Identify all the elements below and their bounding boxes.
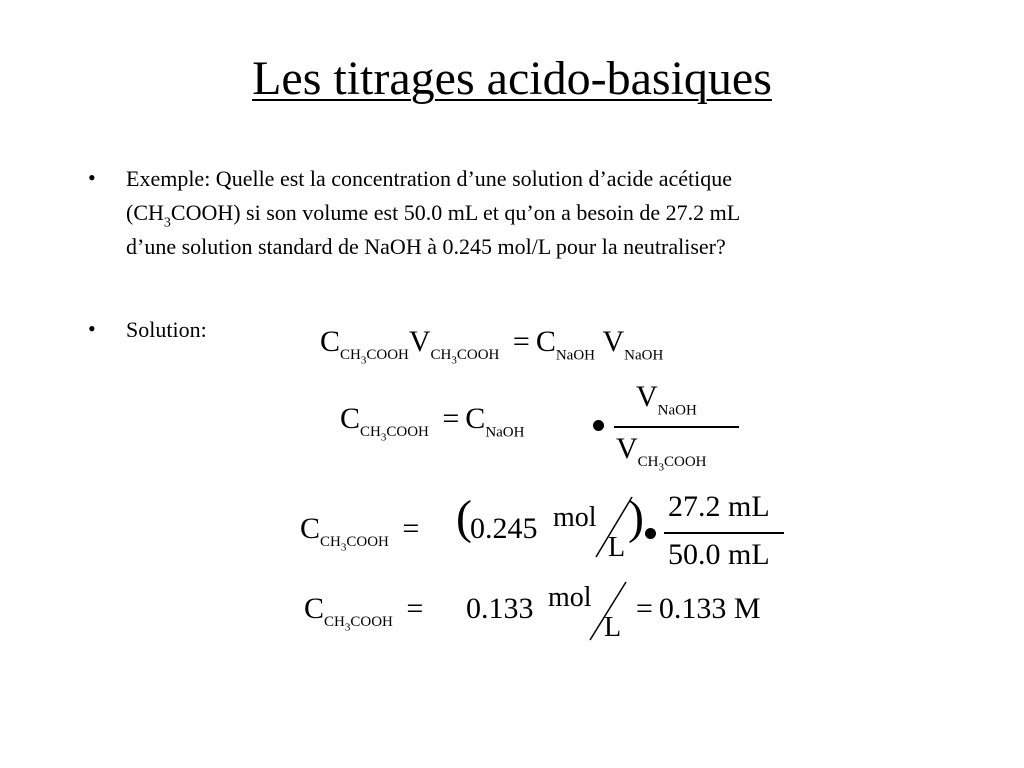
- fraction-bar: [664, 532, 784, 534]
- example-line-2: $(CH_3COOH)$ si son volume est 50.0 mL et qu’on a besoin de 27.2 mL: [126, 200, 741, 231]
- eq3-lhs: $C_{CH_3COOH}$ =: [300, 512, 420, 554]
- solution-label: Solution:: [126, 317, 207, 342]
- eq4-unit-num: mol: [548, 582, 592, 613]
- multiply-dot: [593, 420, 604, 431]
- example-line-3: d’une solution standard de NaOH à 0.245 mol/L pour la neutraliser?: [126, 234, 726, 259]
- open-paren: (: [456, 491, 472, 544]
- multiply-dot: [645, 528, 656, 539]
- eq3-unit-num: mol: [553, 502, 597, 533]
- eq3-denominator: 50.0 mL: [668, 538, 770, 571]
- eq4-value: 0.133: [466, 592, 534, 625]
- slide-title: Les titrages acido-basiques: [252, 52, 772, 105]
- eq2-numerator: $V_{NaOH}$: [636, 380, 697, 419]
- fraction-bar: [614, 426, 739, 428]
- eq3-unit-den: L: [608, 532, 626, 563]
- bullet-marker: •: [88, 165, 96, 190]
- eq3-value: 0.245: [470, 512, 538, 545]
- bullet-marker: •: [88, 316, 96, 341]
- example-text: [126, 162, 936, 264]
- eq4-result: = 0.133 M: [636, 592, 761, 625]
- eq3-numerator: 27.2 mL: [668, 490, 770, 523]
- example-line-1: Exemple: Quelle est la concentration d’une solution d’acide acétique: [126, 166, 732, 191]
- equation-1: $C_{CH_3COOH}V_{CH_3COOH} = C_{NaOH}$ $V_{NaOH}$: [320, 325, 664, 367]
- eq4-lhs: $C_{CH_3COOH}$ =: [304, 592, 424, 634]
- close-paren: ): [628, 491, 644, 544]
- eq2-lhs: $C_{CH_3COOH} = C_{NaOH}$: [340, 402, 525, 444]
- eq2-denominator: $V_{CH_3COOH}$: [616, 432, 707, 474]
- eq4-unit-den: L: [604, 612, 622, 643]
